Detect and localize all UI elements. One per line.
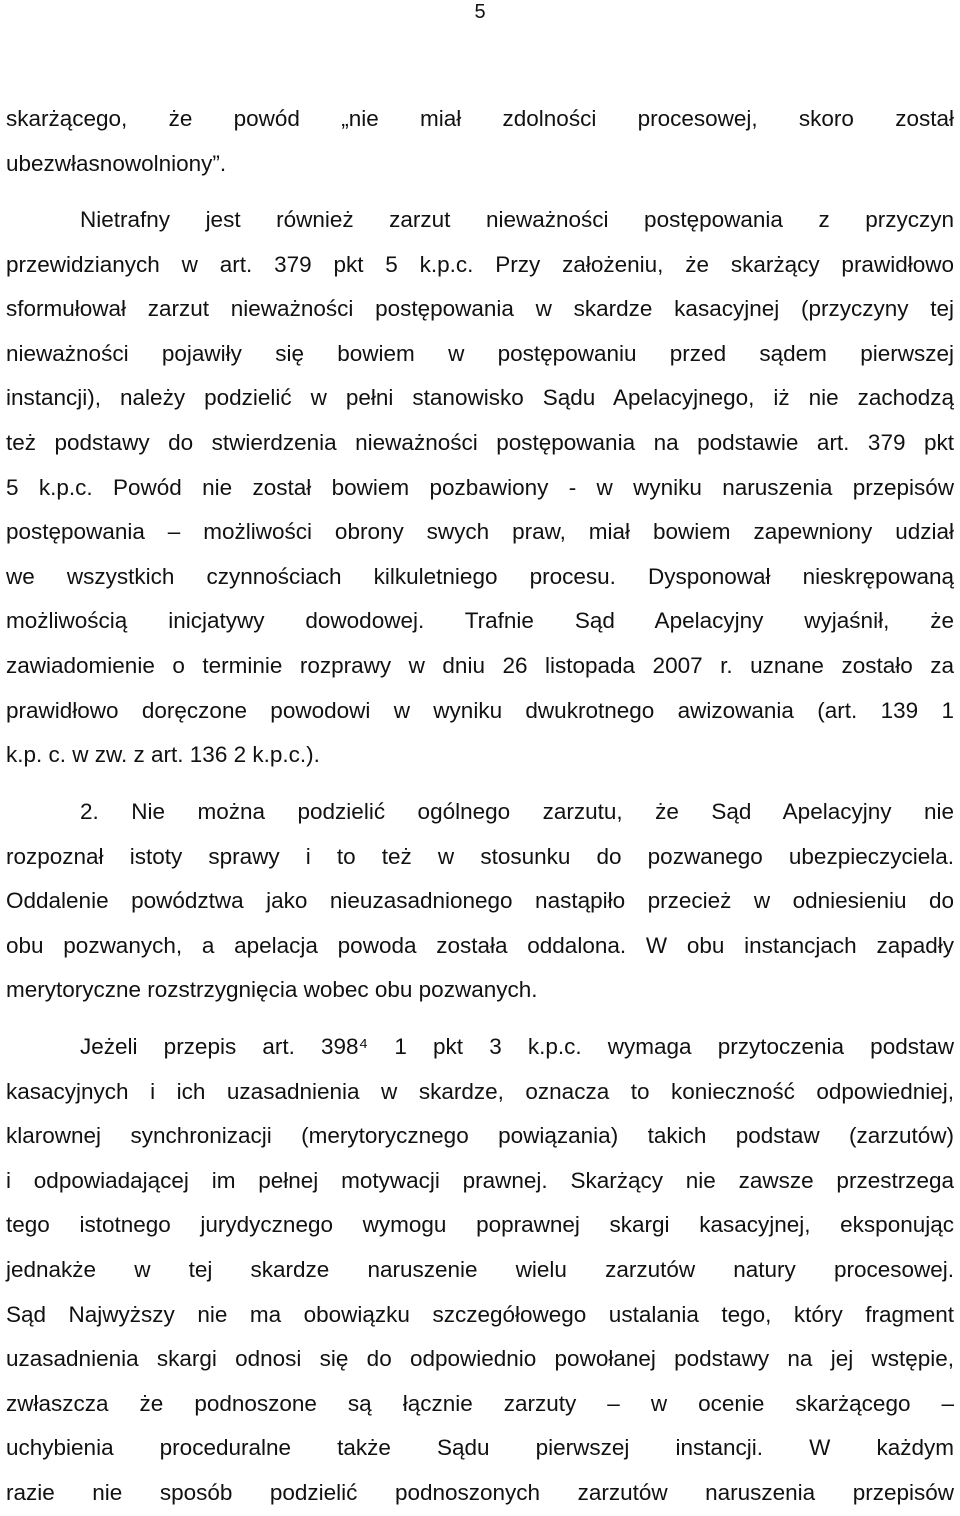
text-line: instancji), należy podzielić w pełni stanowisko Sądu Apelacyjnego, iż nie zachodzą	[6, 385, 954, 411]
text-line: kasacyjnych i ich uzasadnienia w skardze, oznacza to konieczność odpowiedniej,	[6, 1078, 954, 1104]
text-line: sformułował zarzut nieważności postępowania w skardze kasacyjnej (przyczyny tej	[6, 296, 954, 322]
text-line: merytoryczne rozstrzygnięcia wobec obu pozwanych.	[6, 977, 538, 1003]
page-number: 5	[474, 1, 486, 23]
text-line: skarżącego, że powód „nie miał zdolności procesowej, skoro został	[6, 106, 954, 131]
text-line: 2. Nie można podzielić ogólnego zarzutu, że Sąd Apelacyjny nie	[80, 799, 954, 824]
text-line: możliwością inicjatywy dowodowej. Trafnie Sąd Apelacyjny wyjaśnił, że	[6, 608, 954, 634]
text-line: i odpowiadającej im pełnej motywacji prawnej. Skarżący nie zawsze przestrzega	[6, 1167, 954, 1193]
text-line: uchybienia proceduralne także Sądu pierwszej instancji. W każdym	[6, 1435, 954, 1461]
text-line: nieważności pojawiły się bowiem w postępowaniu przed sądem pierwszej	[6, 340, 954, 366]
text-line: Oddalenie powództwa jako nieuzasadnionego nastąpiło przecież w odniesieniu do	[6, 888, 954, 914]
text-line: zwłaszcza że podnoszone są łącznie zarzuty – w ocenie skarżącego –	[6, 1390, 954, 1416]
text-line: razie nie sposób podzielić podnoszonych zarzutów naruszenia przepisów	[6, 1479, 954, 1505]
text-line: też podstawy do stwierdzenia nieważności postępowania na podstawie art. 379 pkt	[6, 429, 954, 455]
text-line: jednakże w tej skardze naruszenie wielu zarzutów natury procesowej.	[6, 1256, 954, 1282]
paragraph-2	[6, 198, 954, 778]
text-line: tego istotnego jurydycznego wymogu poprawnej skargi kasacyjnej, eksponując	[6, 1212, 954, 1238]
text-line: 5 k.p.c. Powód nie został bowiem pozbawiony - w wyniku naruszenia przepisów	[6, 474, 954, 500]
text-line: prawidłowo doręczone powodowi w wyniku dwukrotnego awizowania (art. 139 1	[6, 697, 954, 723]
text-line: Nietrafny jest również zarzut nieważności postępowania z przyczyn	[80, 207, 954, 232]
text-line: k.p. c. w zw. z art. 136 2 k.p.c.).	[6, 742, 320, 768]
paragraph-4	[6, 1025, 954, 1516]
text-line: Jeżeli przepis art. 398⁴ 1 pkt 3 k.p.c. wymaga przytoczenia podstaw	[80, 1034, 954, 1059]
text-line: obu pozwanych, a apelacja powoda została oddalona. W obu instancjach zapadły	[6, 932, 954, 958]
text-line: przewidzianych w art. 379 pkt 5 k.p.c. Przy założeniu, że skarżący prawidłowo	[6, 251, 954, 277]
paragraph-1	[6, 97, 954, 186]
text-line: rozpoznał istoty sprawy i to też w stosunku do pozwanego ubezpieczyciela.	[6, 843, 954, 869]
text-line: we wszystkich czynnościach kilkuletniego procesu. Dysponował nieskrępowaną	[6, 563, 954, 589]
text-line: zawiadomienie o terminie rozprawy w dniu 26 listopada 2007 r. uznane zostało za	[6, 652, 954, 678]
text-line: Sąd Najwyższy nie ma obowiązku szczegółowego ustalania tego, który fragment	[6, 1301, 954, 1327]
text-line: postępowania – możliwości obrony swych praw, miał bowiem zapewniony udział	[6, 519, 954, 545]
text-line: ubezwłasnowolniony”.	[6, 150, 227, 176]
text-line: klarownej synchronizacji (merytorycznego powiązania) takich podstaw (zarzutów)	[6, 1123, 954, 1149]
text-line: uzasadnienia skargi odnosi się do odpowiednio powołanej podstawy na jej wstępie,	[6, 1346, 954, 1372]
paragraph-3	[6, 790, 954, 1013]
